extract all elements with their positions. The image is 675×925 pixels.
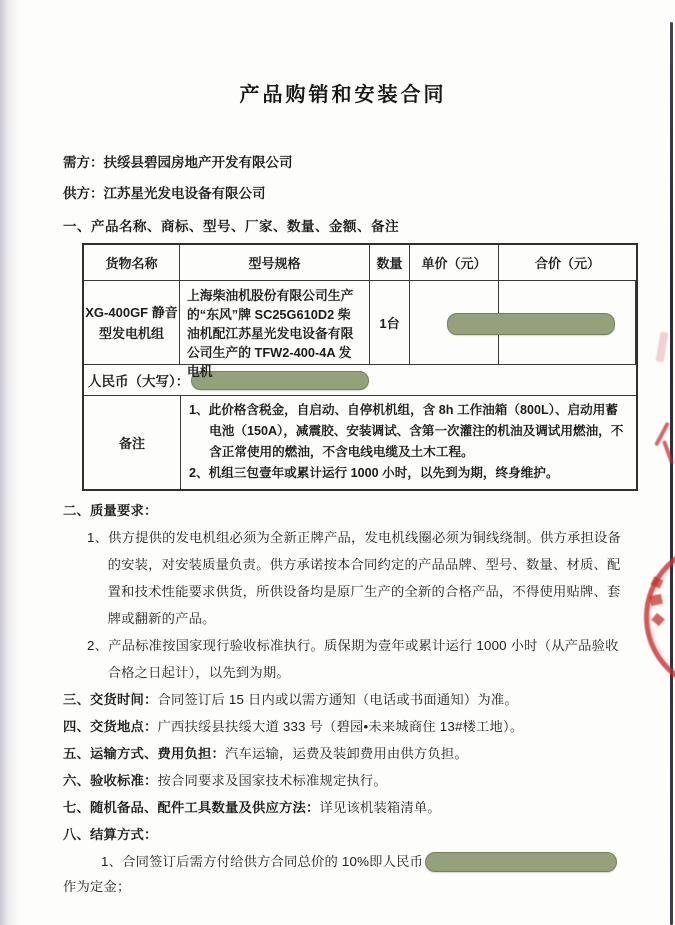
buyer-label: 需方： xyxy=(63,155,104,170)
rmb-amount-row xyxy=(84,365,636,396)
section-7-line xyxy=(63,794,623,821)
payment-item-suffix: 作为定金； xyxy=(63,879,131,894)
product-name-line2: 型发电机组 xyxy=(98,325,164,341)
document-title: 产品购销和安装合同 xyxy=(239,84,447,106)
section-5-label: 五、运输方式、费用负担： xyxy=(63,746,225,761)
section-2-heading xyxy=(63,497,623,524)
product-name-cell xyxy=(84,281,180,365)
header-quantity: 数量 xyxy=(370,245,410,281)
section-3-label: 三、交货时间： xyxy=(63,692,158,707)
section-6-label: 六、验收标准： xyxy=(63,773,158,788)
buyer-line xyxy=(63,154,623,172)
section-3-line xyxy=(63,686,623,713)
remark-row xyxy=(84,396,636,489)
product-qty-cell: 1台 xyxy=(370,281,410,365)
section-6-line xyxy=(63,767,623,794)
section-2-item-1: 1、供方提供的发电机组必须为全新正牌产品，发电机线圈必须为铜线绕制。供方承担设备的安装，对安装质量负责。供方承诺按本合同约定的产品品牌、型号、数量、材质、配置和技术性能要求供货，所供设备均是原厂生产的全新的合格产品，不得使用贴牌、套牌或翻新的产品。 xyxy=(87,530,621,626)
supplier-name: 江苏星光发电设备有限公司 xyxy=(103,186,266,201)
section-7-text: 详见该机装箱清单。 xyxy=(319,800,441,815)
remark-body-cell xyxy=(181,396,636,489)
section-2-label: 二、质量要求： xyxy=(63,503,158,518)
section-4-label: 四、交货地点： xyxy=(63,719,158,734)
product-table xyxy=(82,243,638,491)
supplier-label: 供方： xyxy=(63,186,104,201)
table-product-row xyxy=(84,281,636,379)
section-4-line xyxy=(63,713,623,740)
buyer-name: 扶绥县碧园房地产开发有限公司 xyxy=(103,155,293,170)
rmb-amount-redaction-bar xyxy=(191,371,369,390)
section-8-label: 八、结算方式： xyxy=(63,827,158,842)
table-header-row xyxy=(84,245,636,281)
section-3-text: 合同签订后 15 日内或以需方通知（电话或书面通知）为准。 xyxy=(157,692,518,707)
remark-item-1: 1、此价格含税金，自启动、自停机机组，含 8h 工作油箱（800L）、启动用蓄电池（150A），减震胶、安装调试、含第一次灌注的机油及调试用燃油，不含正常使用的燃油，不含电线电缆及土木工程。 xyxy=(189,403,624,459)
section-4-text: 广西扶绥县扶绥大道 333 号（碧园•未来城商住 13#楼工地）。 xyxy=(157,719,524,734)
section-8-heading xyxy=(63,821,623,848)
section-1-heading: 一、产品名称、商标、型号、厂家、数量、金额、备注 xyxy=(63,219,399,234)
payment-item-text: 1、合同签订后需方付给供方合同总价的 10%即人民币 xyxy=(101,854,424,869)
section-5-text: 汽车运输，运费及装卸费用由供方负担。 xyxy=(224,746,468,761)
section-2-item-2: 2、产品标准按国家现行验收标准执行。质保期为壹年或累计运行 1000 小时（从产品验收合格之日起计），以先到为期。 xyxy=(87,638,619,680)
remark-item-2: 2、机组三包壹年或累计运行 1000 小时，以先到为期，终身维护。 xyxy=(189,466,559,480)
header-total-price: 合价（元） xyxy=(499,245,636,281)
scan-left-edge-artifact xyxy=(0,0,22,925)
supplier-line xyxy=(63,185,623,203)
section-5-line xyxy=(63,740,623,767)
document-content xyxy=(63,0,623,899)
deposit-amount-redaction-bar xyxy=(425,852,617,872)
section-7-label: 七、随机备品、配件工具数量及供应方法： xyxy=(63,800,320,815)
header-unit-price: 单价（元） xyxy=(410,245,499,281)
header-model-spec: 型号规格 xyxy=(180,245,370,281)
section-6-text: 按合同要求及国家技术标准规定执行。 xyxy=(157,773,387,788)
scan-right-edge-line xyxy=(670,22,673,925)
product-name-line1: XG-400GF 静音 xyxy=(85,304,178,320)
remark-label-cell: 备注 xyxy=(84,396,181,489)
header-goods-name: 货物名称 xyxy=(84,245,180,281)
rmb-words-label: 人民币（大写）： xyxy=(88,374,190,389)
faint-red-smudge xyxy=(655,332,668,363)
product-spec-cell: 上海柴油机股份有限公司生产的“东风”牌 SC25G610D2 柴油机配江苏星光发电设备有限公司生产的 TFW2-400-4A 发电机 xyxy=(180,281,370,365)
price-redaction-bar xyxy=(447,313,615,335)
payment-item-line xyxy=(63,848,623,875)
